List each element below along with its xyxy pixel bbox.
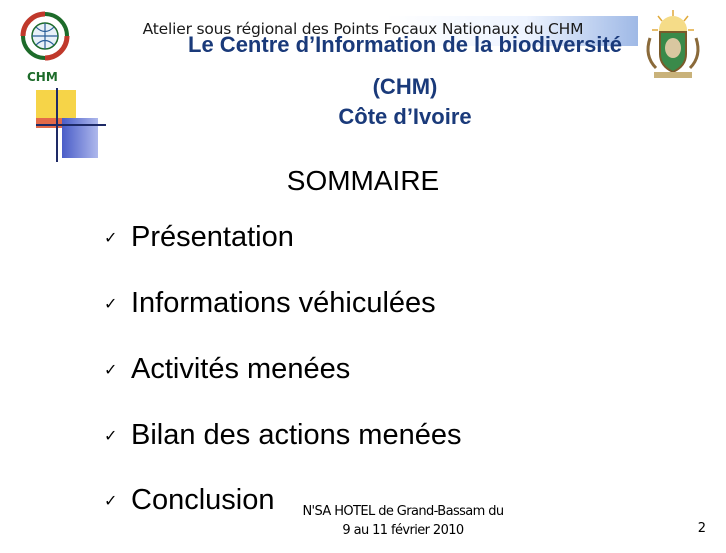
footer-line-1: N'SA HOTEL de Grand-Bassam du bbox=[302, 504, 504, 519]
slide-title-line-2: (CHM) bbox=[372, 74, 438, 99]
toc-item-presentation bbox=[104, 221, 294, 254]
section-heading: SOMMAIRE bbox=[286, 165, 440, 196]
deco-red-block bbox=[36, 118, 62, 128]
toc-item-label: Informations véhiculées bbox=[131, 287, 436, 319]
toc-item-bilan bbox=[104, 419, 461, 452]
toc-item-activites bbox=[104, 353, 350, 386]
checkmark-icon: ✓ bbox=[104, 294, 118, 313]
toc-item-informations bbox=[104, 287, 436, 320]
footer-venue bbox=[298, 502, 508, 540]
checkmark-icon: ✓ bbox=[104, 426, 118, 445]
toc-item-label: Présentation bbox=[131, 221, 294, 253]
toc-item-conclusion bbox=[104, 484, 274, 517]
checkmark-icon: ✓ bbox=[104, 228, 118, 247]
coat-of-arms-emblem bbox=[636, 8, 710, 82]
page-number: 2 bbox=[697, 521, 706, 536]
toc-item-label: Conclusion bbox=[131, 484, 275, 516]
toc-item-label: Activités menées bbox=[131, 353, 351, 385]
footer-line-2: 9 au 11 février 2010 bbox=[342, 523, 464, 538]
slide-title-line-3: Côte d’Ivoire bbox=[338, 104, 472, 129]
header-banner-text: Atelier sous régional des Points Focaux Nationaux du CHM bbox=[142, 20, 584, 38]
checkmark-icon: ✓ bbox=[104, 491, 118, 510]
checkmark-icon: ✓ bbox=[104, 360, 118, 379]
logo-caption: CHM bbox=[27, 70, 58, 84]
deco-horizontal-line bbox=[36, 124, 106, 126]
slide-title-line-1: Le Centre d’Information de la biodiversité bbox=[188, 32, 622, 57]
toc-item-label: Bilan des actions menées bbox=[131, 419, 462, 451]
